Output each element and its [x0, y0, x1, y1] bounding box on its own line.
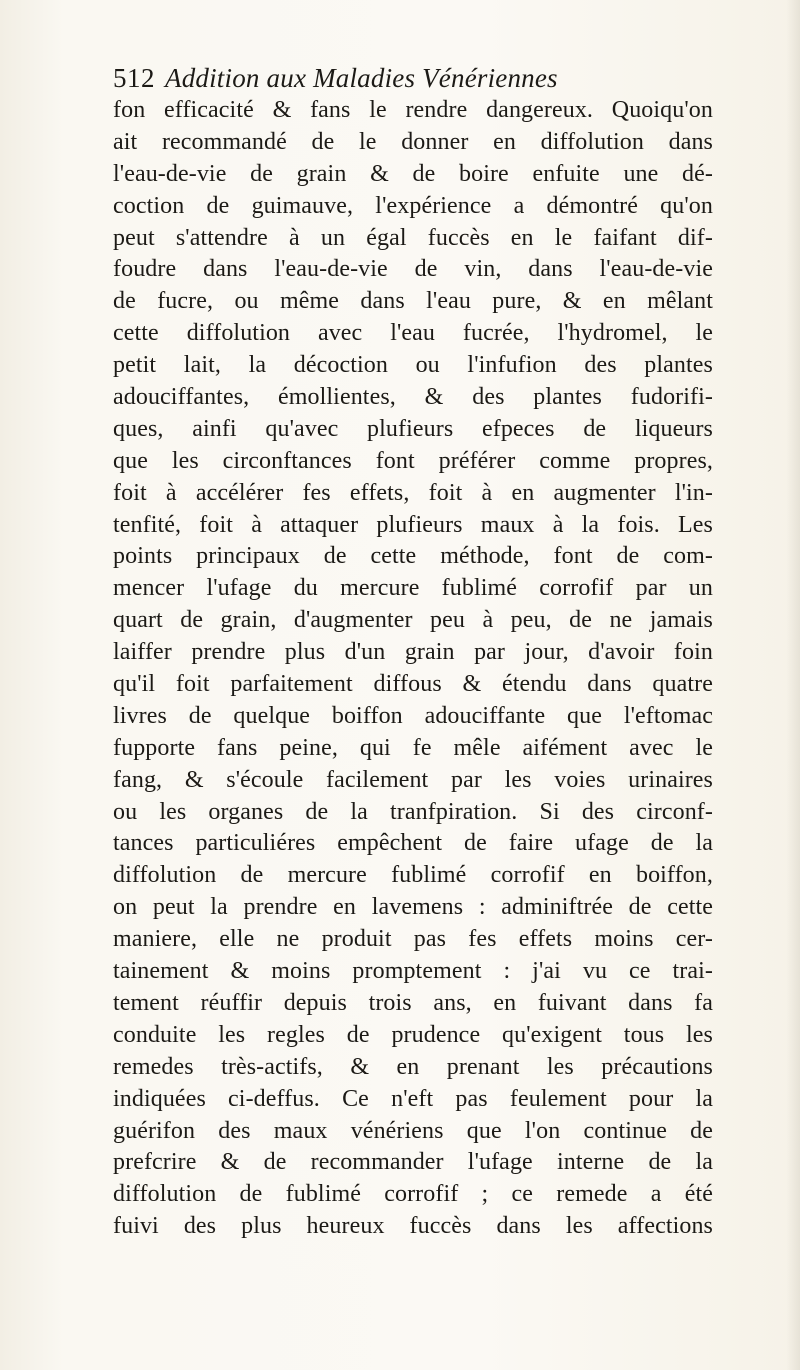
text-line: ou les organes de la tranfpiration. Si des circonf-	[113, 798, 713, 825]
running-title: Addition aux Maladies Vénériennes	[165, 63, 558, 93]
text-line: fon efficacité & fans le rendre dangereux. Quoiqu'on	[113, 97, 713, 123]
body-text	[113, 95, 713, 1243]
text-line: peut s'attendre à un égal fuccès en le faifant dif-	[113, 224, 713, 251]
text-line: coction de guimauve, l'expérience a démontré qu'on	[113, 192, 713, 219]
text-line: que les circonftances font préférer comme propres,	[113, 447, 713, 474]
page-number: 512	[113, 63, 155, 93]
text-line: on peut la prendre en lavemens : adminiftrée de cette	[113, 894, 713, 921]
text-line: fupporte fans peine, qui fe mêle aifément avec le	[113, 734, 713, 761]
text-line: maniere, elle ne produit pas fes effets moins cer-	[113, 926, 713, 953]
text-line: tement réuffir depuis trois ans, en fuivant dans fa	[113, 989, 713, 1016]
text-line: remedes très-actifs, & en prenant les précautions	[113, 1053, 713, 1080]
text-line: diffolution de mercure fublimé corrofif en boiffon,	[113, 862, 713, 889]
text-line: fang, & s'écoule facilement par les voies urinaires	[113, 766, 713, 793]
text-line: foit à accélérer fes effets, foit à en augmenter l'in-	[113, 479, 713, 506]
text-line: foudre dans l'eau-de-vie de vin, dans l'eau-de-vie	[113, 256, 713, 283]
text-line: points principaux de cette méthode, font de com-	[113, 543, 713, 570]
text-line: indiquées ci-deffus. Ce n'eft pas feulement pour la	[113, 1085, 713, 1112]
text-line: tances particuliéres empêchent de faire ufage de la	[113, 830, 713, 857]
text-line: mencer l'ufage du mercure fublimé corrofif par un	[113, 575, 713, 602]
text-line: adouciffantes, émollientes, & des plantes fudorifi-	[113, 384, 713, 411]
text-line: ques, ainfi qu'avec plufieurs efpeces de liqueurs	[113, 415, 713, 442]
page-edge-shadow	[786, 0, 800, 1370]
text-line: guérifon des maux vénériens que l'on continue de	[113, 1117, 713, 1144]
text-line: fuivi des plus heureux fuccès dans les affections	[113, 1213, 713, 1240]
text-line: qu'il foit parfaitement diffous & étendu dans quatre	[113, 671, 713, 698]
text-line: tainement & moins promptement : j'ai vu ce trai-	[113, 958, 713, 985]
text-line: quart de grain, d'augmenter peu à peu, de ne jamais	[113, 607, 713, 634]
text-line: diffolution de fublimé corrofif ; ce remede a été	[113, 1181, 713, 1208]
text-line: ait recommandé de le donner en diffolution dans	[113, 128, 713, 155]
text-line: livres de quelque boiffon adouciffante que l'eftomac	[113, 702, 713, 729]
text-line: petit lait, la décoction ou l'infufion des plantes	[113, 352, 713, 379]
text-line: conduite les regles de prudence qu'exigent tous les	[113, 1021, 713, 1048]
text-line: laiffer prendre plus d'un grain par jour, d'avoir foin	[113, 639, 713, 666]
page-header	[113, 58, 713, 98]
text-line: prefcrire & de recommander l'ufage interne de la	[113, 1149, 713, 1176]
text-line: cette diffolution avec l'eau fucrée, l'hydromel, le	[113, 320, 713, 347]
text-line: de fucre, ou même dans l'eau pure, & en mêlant	[113, 288, 713, 315]
text-line: l'eau-de-vie de grain & de boire enfuite une dé-	[113, 160, 713, 187]
text-line: tenfité, foit à attaquer plufieurs maux à la fois. Les	[113, 511, 713, 538]
